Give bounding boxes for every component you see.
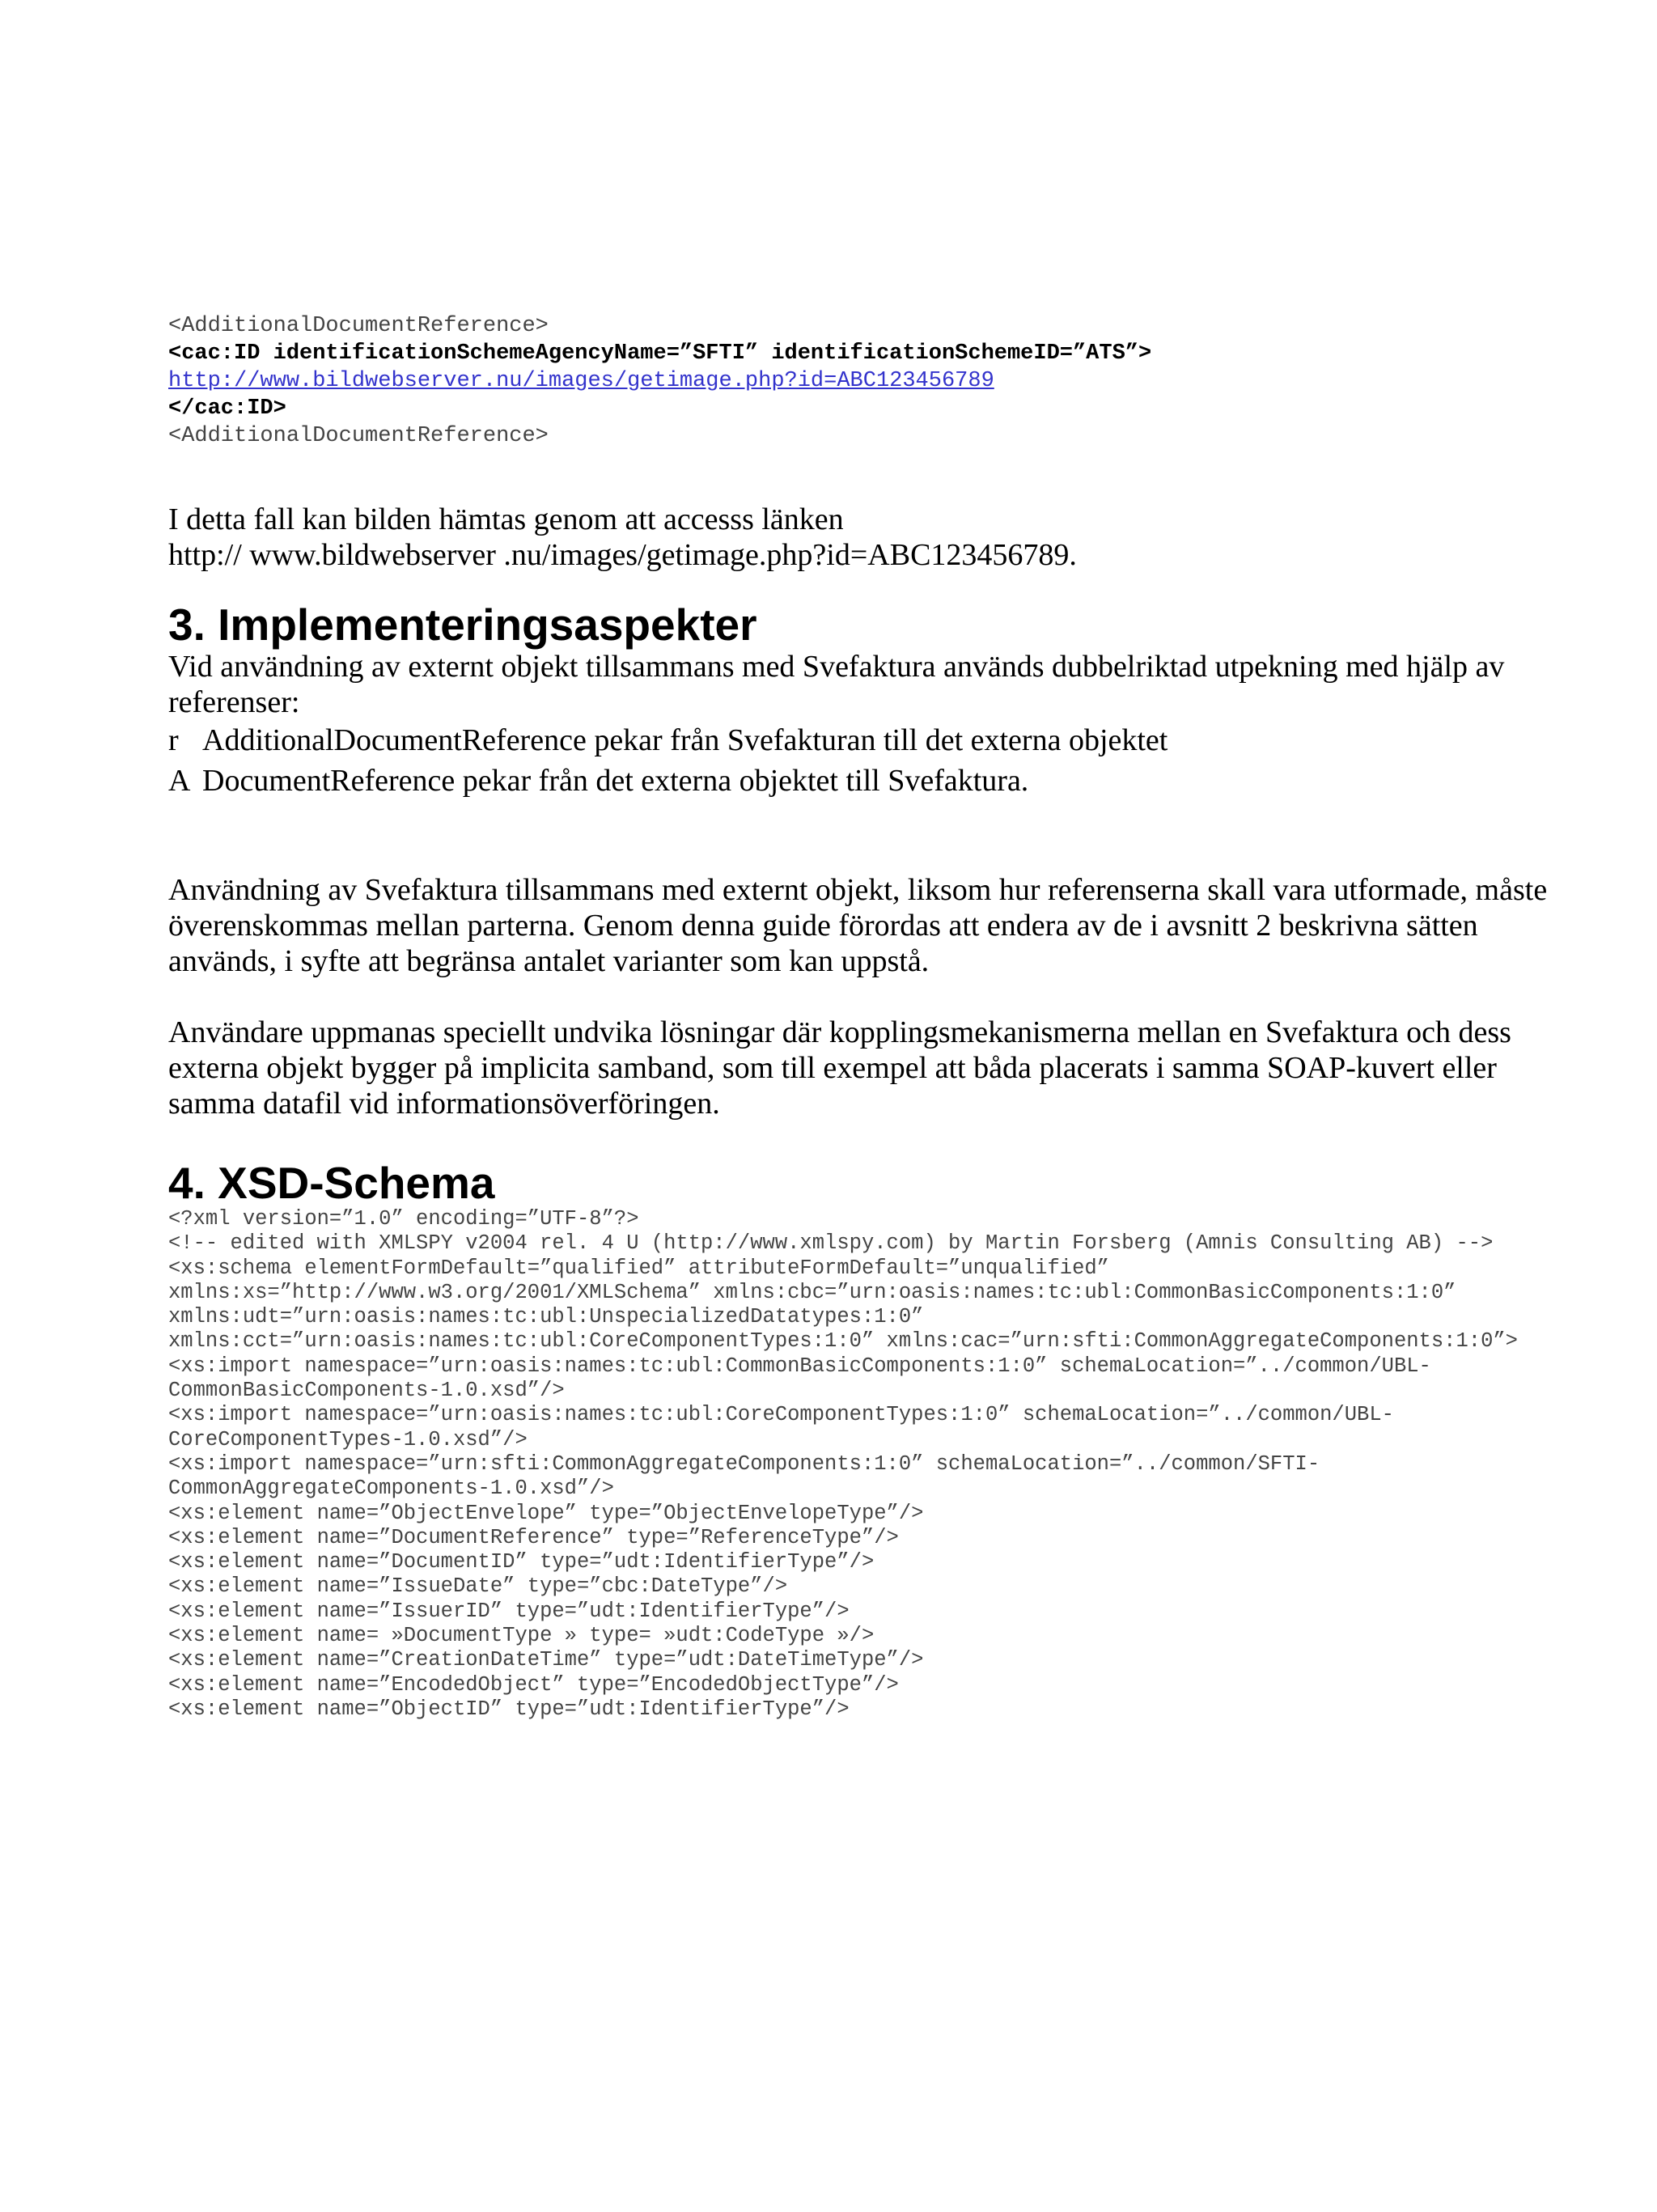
code-line: <xs:element name=”CreationDateTime” type=”udt:DateTimeType”/> — [168, 1648, 924, 1672]
paragraph-line: http:// www.bildwebserver .nu/images/getimage.php?id=ABC123456789. — [168, 538, 1077, 572]
code-line: </cac:ID> — [168, 396, 286, 421]
code-line: CoreComponentTypes-1.0.xsd”/> — [168, 1427, 528, 1451]
code-line: <xs:schema elementFormDefault=”qualified” attributeFormDefault=”unqualified” — [168, 1256, 1109, 1280]
bullet-text: AdditionalDocumentReference pekar från Svefakturan till det externa objektet — [202, 723, 1168, 757]
code-line: <xs:element name=”ObjectID” type=”udt:IdentifierType”/> — [168, 1697, 850, 1721]
bullet-mark: r — [168, 723, 179, 757]
section-intro: Vid användning av externt objekt tillsammans med Svefaktura används dubbelriktad utpekning med hjälp av referenser: — [168, 650, 1505, 719]
document-content — [168, 312, 1576, 1722]
bullet-text: DocumentReference pekar från det externa objektet till Svefaktura. — [202, 764, 1029, 798]
code-line: <AdditionalDocumentReference> — [168, 424, 549, 448]
paragraph-line: I detta fall kan bilden hämtas genom att accesss länken — [168, 502, 844, 536]
code-line: xmlns:cct=”urn:oasis:names:tc:ubl:CoreComponentTypes:1:0” xmlns:cac=”urn:sfti:CommonAggregateComponents:1:0”> — [168, 1329, 1518, 1354]
code-line: <xs:element name=”DocumentID” type=”udt:IdentifierType”/> — [168, 1550, 875, 1574]
bullet-mark: A — [168, 764, 191, 798]
code-line: <cac:ID identificationSchemeAgencyName=”SFTI” identificationSchemeID=”ATS”> — [168, 341, 1152, 366]
code-line: CommonAggregateComponents-1.0.xsd”/> — [168, 1477, 614, 1501]
list-item — [168, 720, 1576, 761]
code-line: <?xml version=”1.0” encoding=”UTF-8”?> — [168, 1207, 639, 1231]
code-line: <xs:import namespace=”urn:oasis:names:tc:ubl:CommonBasicComponents:1:0” schemaLocation=”../common/UBL- — [168, 1354, 1431, 1378]
list-item — [168, 761, 1576, 801]
code-line: <xs:element name= »DocumentType » type= »udt:CodeType »/> — [168, 1624, 875, 1648]
code-line: <xs:element name=”EncodedObject” type=”EncodedObjectType”/> — [168, 1672, 899, 1697]
code-line: <AdditionalDocumentReference> — [168, 314, 549, 338]
code-line: <xs:element name=”ObjectEnvelope” type=”ObjectEnvelopeType”/> — [168, 1501, 924, 1525]
image-access-paragraph — [168, 502, 1576, 573]
paragraph: Användning av Svefaktura tillsammans med externt objekt, liksom hur referenserna skall vara utformade, måste överenskommas mellan parterna. Genom denna guide förordas att endera av de i avsnitt 2 beskrivna sätten används, i syfte att begränsa antalet varianter som kan uppstå. — [168, 873, 1548, 978]
image-url-link[interactable]: http://www.bildwebserver.nu/images/getimage.php?id=ABC123456789 — [168, 369, 994, 393]
section-heading: 3. Implementeringsaspekter — [168, 600, 757, 650]
code-line: <xs:element name=”DocumentReference” type=”ReferenceType”/> — [168, 1525, 899, 1549]
code-line: <xs:element name=”IssuerID” type=”udt:IdentifierType”/> — [168, 1599, 850, 1623]
section-heading: 4. XSD-Schema — [168, 1158, 495, 1208]
code-line: <xs:import namespace=”urn:oasis:names:tc:ubl:CoreComponentTypes:1:0” schemaLocation=”../common/UBL- — [168, 1403, 1394, 1427]
code-line: CommonBasicComponents-1.0.xsd”/> — [168, 1379, 565, 1403]
paragraph: Användare uppmanas speciellt undvika lösningar där kopplingsmekanismerna mellan en Svefaktura och dess externa objekt bygger på implicita samband, som till exempel att båda placerats i samma SOAP-kuvert eller samma datafil vid informationsöverföringen. — [168, 1015, 1511, 1121]
xml-code-block — [168, 312, 1576, 450]
code-line: <!-- edited with XMLSPY v2004 rel. 4 U (http://www.xmlspy.com) by Martin Forsberg (Amnis Consulting AB) --> — [168, 1231, 1494, 1256]
code-line: xmlns:xs=”http://www.w3.org/2001/XMLSchema” xmlns:cbc=”urn:oasis:names:tc:ubl:CommonBasicComponents:1:0” — [168, 1280, 1456, 1304]
code-line: <xs:import namespace=”urn:sfti:CommonAggregateComponents:1:0” schemaLocation=”../common/SFTI- — [168, 1451, 1320, 1476]
bullet-list — [168, 720, 1576, 801]
code-line: <xs:element name=”IssueDate” type=”cbc:DateType”/> — [168, 1574, 788, 1599]
xsd-code-block — [168, 1207, 1576, 1722]
code-line: xmlns:udt=”urn:oasis:names:tc:ubl:UnspecializedDatatypes:1:0” — [168, 1305, 924, 1329]
